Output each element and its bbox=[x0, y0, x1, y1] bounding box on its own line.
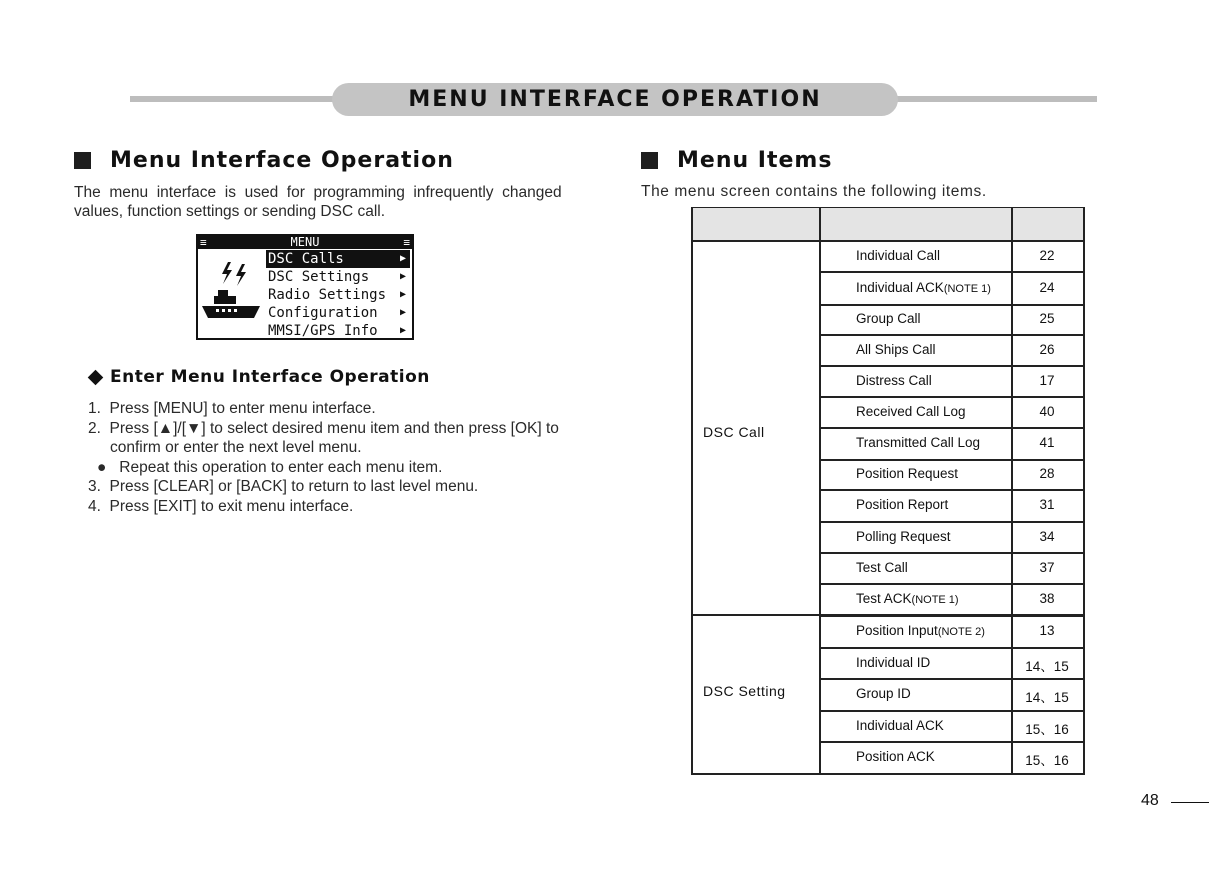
table-row-divider bbox=[819, 552, 1085, 554]
table-border-right bbox=[1083, 207, 1085, 775]
table-border-left bbox=[691, 207, 693, 775]
lcd-menu-item: MMSI/GPS Info ▶ bbox=[268, 323, 406, 339]
group-label: DSC Setting bbox=[703, 683, 786, 699]
table-row-divider bbox=[819, 489, 1085, 491]
menu-items-table bbox=[691, 207, 1085, 775]
table-cell-page: 41 bbox=[1039, 435, 1055, 450]
step-note: ● Repeat this operation to enter each menu item. bbox=[97, 458, 443, 476]
caret-right-icon: ▶ bbox=[399, 325, 406, 336]
lcd-menu-item: Radio Settings ▶ bbox=[268, 287, 406, 303]
banner-line-right bbox=[890, 96, 1097, 102]
step-item: 2. Press [▲]/[▼] to select desired menu item and then press [OK] to bbox=[88, 419, 559, 437]
table-row-divider bbox=[819, 365, 1085, 367]
table-cell-item: All Ships Call bbox=[856, 341, 936, 357]
table-row-divider bbox=[819, 678, 1085, 680]
table-cell-item: Transmitted Call Log bbox=[856, 435, 981, 450]
right-section-title: Menu Items bbox=[677, 148, 833, 173]
steps-list bbox=[88, 399, 588, 516]
table-cell-page: 14、15 bbox=[1025, 690, 1069, 705]
lcd-header bbox=[198, 236, 412, 249]
page-number-rule bbox=[1171, 802, 1209, 803]
intro-line-1: The menu interface is used for programming infrequently changed bbox=[74, 184, 562, 201]
table-cell-item: Group ID bbox=[856, 686, 911, 701]
table-cell-page: 37 bbox=[1039, 559, 1055, 575]
table-cell-page: 26 bbox=[1039, 341, 1055, 357]
lcd-menu-item: DSC Calls ▶ bbox=[266, 250, 410, 268]
table-note: (NOTE 1) bbox=[911, 594, 959, 606]
caret-right-icon: ▶ bbox=[399, 271, 406, 282]
table-cell-item: Test ACK(NOTE 1) bbox=[856, 591, 959, 606]
table-row-divider bbox=[819, 396, 1085, 398]
menu-lines-icon: ≡ bbox=[403, 236, 410, 249]
menu-screen-illustration bbox=[196, 234, 414, 340]
table-cell-page: 34 bbox=[1039, 528, 1055, 544]
step-item: 3. Press [CLEAR] or [BACK] to return to last level menu. bbox=[88, 478, 479, 495]
table-cell-item: Position ACK bbox=[856, 749, 935, 764]
table-cell-item: Received Call Log bbox=[856, 403, 966, 419]
left-section-heading bbox=[74, 148, 454, 173]
table-cell-item: Position Report bbox=[856, 497, 949, 512]
table-col-divider bbox=[819, 207, 821, 775]
table-row-divider bbox=[819, 427, 1085, 429]
square-bullet-icon bbox=[641, 152, 658, 169]
table-cell-page: 40 bbox=[1039, 403, 1055, 419]
table-row-divider bbox=[819, 521, 1085, 523]
table-cell-page: 15、16 bbox=[1025, 753, 1069, 768]
table-cell-item: Individual ACK bbox=[856, 717, 944, 733]
sub-heading bbox=[90, 367, 430, 387]
lcd-menu-item: DSC Settings ▶ bbox=[268, 269, 406, 285]
table-cell-page: 13 bbox=[1039, 623, 1055, 638]
table-cell-page: 28 bbox=[1039, 466, 1055, 481]
table-row-divider bbox=[819, 334, 1085, 336]
table-cell-page: 24 bbox=[1039, 279, 1055, 295]
table-cell-item: Group Call bbox=[856, 311, 921, 326]
table-header-divider bbox=[691, 240, 1085, 242]
table-note: (NOTE 1) bbox=[943, 282, 991, 295]
table-cell-page: 31 bbox=[1039, 497, 1055, 512]
table-cell-item: Position Input(NOTE 2) bbox=[856, 623, 985, 638]
table-row-divider bbox=[819, 741, 1085, 743]
intro-line-2: values, function settings or sending DSC call. bbox=[74, 203, 386, 220]
banner-line-left bbox=[130, 96, 340, 102]
table-cell-page: 22 bbox=[1039, 248, 1055, 263]
square-bullet-icon bbox=[74, 152, 91, 169]
table-cell-item: Distress Call bbox=[856, 372, 932, 388]
lcd-menu-item: Configuration ▶ bbox=[268, 305, 406, 321]
table-cell-page: 17 bbox=[1039, 372, 1055, 388]
right-intro: The menu screen contains the following items. bbox=[641, 183, 987, 200]
table-cell-item: Test Call bbox=[856, 559, 908, 575]
table-border-bottom bbox=[691, 773, 1085, 775]
caret-right-icon: ▶ bbox=[399, 253, 406, 264]
step-item: 4. Press [EXIT] to exit menu interface. bbox=[88, 497, 354, 515]
sub-heading-title: Enter Menu Interface Operation bbox=[110, 367, 430, 387]
left-intro bbox=[74, 183, 584, 221]
header-title: MENU INTERFACE OPERATION bbox=[408, 87, 822, 112]
left-section-title: Menu Interface Operation bbox=[110, 148, 454, 173]
table-cell-item: Position Request bbox=[856, 466, 959, 481]
menu-lines-icon: ≡ bbox=[200, 236, 207, 249]
table-cell-item: Polling Request bbox=[856, 528, 951, 544]
step-item: confirm or enter the next level menu. bbox=[110, 439, 362, 456]
lcd-title: MENU bbox=[290, 235, 320, 249]
step-item: 1. Press [MENU] to enter menu interface. bbox=[88, 400, 376, 417]
caret-right-icon: ▶ bbox=[399, 307, 406, 318]
table-cell-page: 38 bbox=[1039, 591, 1055, 606]
table-cell-page: 15、16 bbox=[1025, 721, 1069, 737]
table-header bbox=[691, 207, 1085, 241]
table-cell-item: Individual ID bbox=[856, 654, 931, 670]
table-cell-page: 14、15 bbox=[1025, 658, 1069, 674]
table-row-divider bbox=[819, 615, 1085, 617]
table-cell-item: Individual Call bbox=[856, 248, 941, 263]
table-row-divider bbox=[819, 459, 1085, 461]
table-cell-page: 25 bbox=[1039, 311, 1055, 326]
table-row-divider bbox=[819, 271, 1085, 273]
table-row-divider bbox=[819, 583, 1085, 585]
diamond-bullet-icon bbox=[88, 369, 104, 385]
table-row-divider bbox=[819, 647, 1085, 649]
table-row-divider bbox=[819, 710, 1085, 712]
table-row-divider bbox=[819, 304, 1085, 306]
header-banner bbox=[332, 83, 898, 116]
table-border-top bbox=[691, 207, 1085, 208]
page-number: 48 bbox=[1141, 792, 1159, 809]
group-label: DSC Call bbox=[703, 424, 765, 440]
table-note: (NOTE 2) bbox=[937, 626, 985, 638]
right-section-heading bbox=[641, 148, 832, 173]
table-cell-item: Individual ACK(NOTE 1) bbox=[856, 279, 991, 295]
ship-signal-icon bbox=[200, 254, 264, 334]
caret-right-icon: ▶ bbox=[399, 289, 406, 300]
